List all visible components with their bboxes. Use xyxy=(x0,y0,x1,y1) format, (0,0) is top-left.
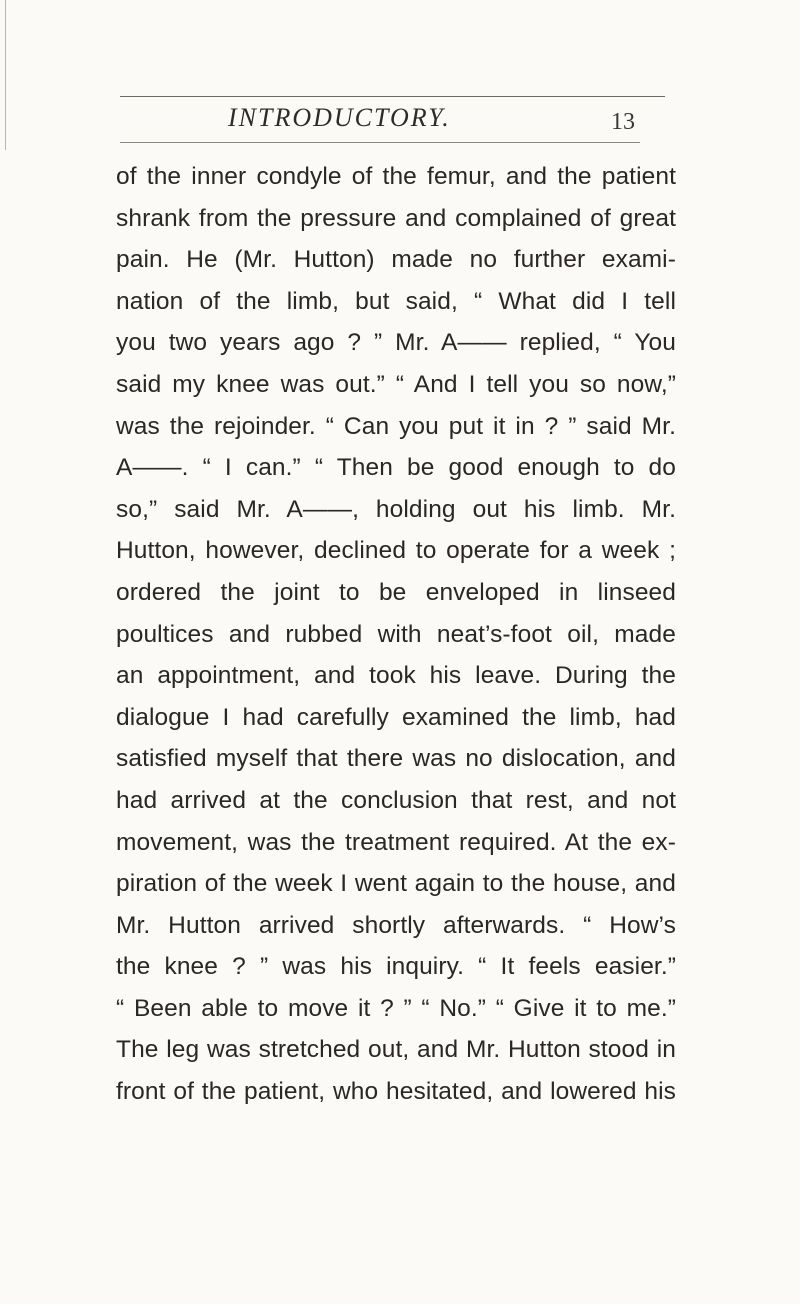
text-line: movement, was the treatment required. At the ex- xyxy=(116,828,676,856)
text-line: Hutton, however, declined to operate for a week ; xyxy=(116,537,676,565)
text-line: The leg was stretched out, and Mr. Hutton stood in xyxy=(116,1036,676,1064)
text-line: satisfied myself that there was no dislocation, and xyxy=(116,745,676,773)
text-line: Mr. Hutton arrived shortly afterwards. “ How’s xyxy=(116,911,676,939)
text-line: nation of the limb, but said, “ What did I tell xyxy=(116,287,676,315)
body-text xyxy=(116,156,676,1113)
header-rule-top xyxy=(120,96,665,97)
header-rule-bottom xyxy=(120,142,640,143)
text-line: dialogue I had carefully examined the limb, had xyxy=(116,703,676,731)
text-line: A——. “ I can.” “ Then be good enough to do xyxy=(116,454,676,482)
text-line: said my knee was out.” “ And I tell you so now,” xyxy=(116,370,676,398)
running-head xyxy=(0,100,800,140)
page-number: 13 xyxy=(611,109,635,135)
text-line: the knee ? ” was his inquiry. “ It feels easier.” xyxy=(116,953,676,981)
running-title: INTRODUCTORY. xyxy=(228,103,451,132)
text-line: piration of the week I went again to the house, and xyxy=(116,870,676,898)
text-line: front of the patient, who hesitated, and lowered his xyxy=(116,1078,676,1106)
text-line: you two years ago ? ” Mr. A—— replied, “ You xyxy=(116,329,676,357)
text-line: pain. He (Mr. Hutton) made no further exami- xyxy=(116,246,676,274)
text-line: so,” said Mr. A——, holding out his limb. Mr. xyxy=(116,495,676,523)
text-line: an appointment, and took his leave. During the xyxy=(116,662,676,690)
text-line: ordered the joint to be enveloped in linseed xyxy=(116,578,676,606)
text-line: was the rejoinder. “ Can you put it in ? ” said Mr. xyxy=(116,412,676,440)
text-line: had arrived at the conclusion that rest, and not xyxy=(116,786,676,814)
text-line: of the inner condyle of the femur, and the patient xyxy=(116,163,676,190)
text-line: shrank from the pressure and complained of great xyxy=(116,204,676,232)
text-line: “ Been able to move it ? ” “ No.” “ Give it to me.” xyxy=(116,994,676,1022)
text-line: poultices and rubbed with neat’s-foot oil, made xyxy=(116,620,676,648)
